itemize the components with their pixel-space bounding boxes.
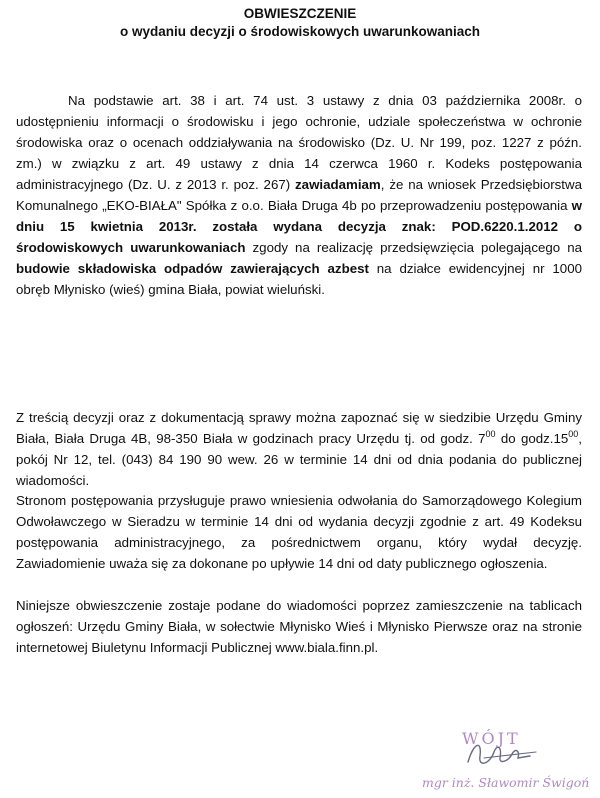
p1-text-1: Na podstawie art. 38 i art. 74 ust. 3 ustawy z dnia 03 października 2008r. o udostępnieniu informacji o środowisku i jego ochronie, udziale społeczeństwa w ochronie środowiska oraz o ocenach oddziaływania na środowisko (Dz. U. Nr 199, poz. 1227 z późn. zm.) w związku z art. 49 ustawy z dnia 14 czerwca 1960 r. Kodeks postępowania administracyjnego (Dz. U. z 2013 r. poz. 267)	[16, 93, 582, 192]
paragraph-inspection	[16, 407, 582, 491]
p2-sup-2: 00	[568, 428, 579, 439]
p1-bold-project: budowie składowiska odpadów zawierających azbest	[16, 261, 369, 276]
p2-text-1: Z treścią decyzji oraz z dokumentacją sprawy można zapoznać się w siedzibie Urzędu Gminy Biała, Biała Druga 4B, 98-350 Biała w godzinach pracy Urzędu tj. od godz. 7	[16, 410, 582, 446]
paragraph-appeal: Stronom postępowania przysługuje prawo wniesienia odwołania do Samorządowego Kolegium Odwoławczego w Sieradzu w terminie 14 dni od wydania decyzji zgodnie z art. 49 Kodeksu postępowania administracyjnego, za pośrednictwem organu, który wydał decyzję. Zawiadomienie uważa się za dokonane po upływie 14 dni od daty publicznego ogłoszenia.	[16, 493, 582, 571]
p2-text-2: do godz.15	[495, 431, 569, 446]
stamp-title: WÓJT	[462, 729, 521, 748]
p2-sup-1: 00	[485, 428, 496, 439]
document-subtitle: o wydaniu decyzji o środowiskowych uwarunkowaniach	[119, 24, 481, 39]
p1-bold-announce: zawiadamiam	[295, 177, 381, 192]
p1-bold-decision: w dniu 15 kwietnia 2013r. została wydana decyzja znak: POD.6220.1.2012 o środowiskowych uwarunkowaniach	[16, 198, 582, 255]
p2-text-3: , pokój Nr 12, tel. (043) 84 190 90 wew. 26 w terminie 14 dni od dnia podania do publicznej wiadomości.	[16, 431, 582, 488]
paragraph-legal-basis	[16, 90, 582, 300]
p1-text-2: , że na wniosek Przedsiębiorstwa Komunalnego „EKO-BIAŁA" Spółka z o.o. Biała Druga 4b po przeprowadzeniu postępowania	[16, 177, 582, 213]
paragraph-publication: Niniejsze obwieszczenie zostaje podane do wiadomości poprzez zamieszczenie na tablicach ogłoszeń: Urzędu Gminy Biała, w sołectwie Młynisko Wieś i Młynisko Pierwsze oraz na stronie internetowej Biuletynu Informacji Publicznej www.biala.finn.pl.	[16, 598, 582, 655]
signature	[460, 734, 550, 774]
p1-text-4: na działce ewidencyjnej nr 1000 obręb Młynisko (wieś) gmina Biała, powiat wieluński.	[16, 261, 582, 297]
document-title: OBWIESZCZENIE	[243, 6, 357, 21]
official-stamp	[420, 728, 595, 793]
p1-text-3: zgody na realizację przedsięwzięcia polegającego na	[245, 240, 582, 255]
stamp-signatory: mgr inż. Sławomir Świgoń	[422, 775, 590, 790]
